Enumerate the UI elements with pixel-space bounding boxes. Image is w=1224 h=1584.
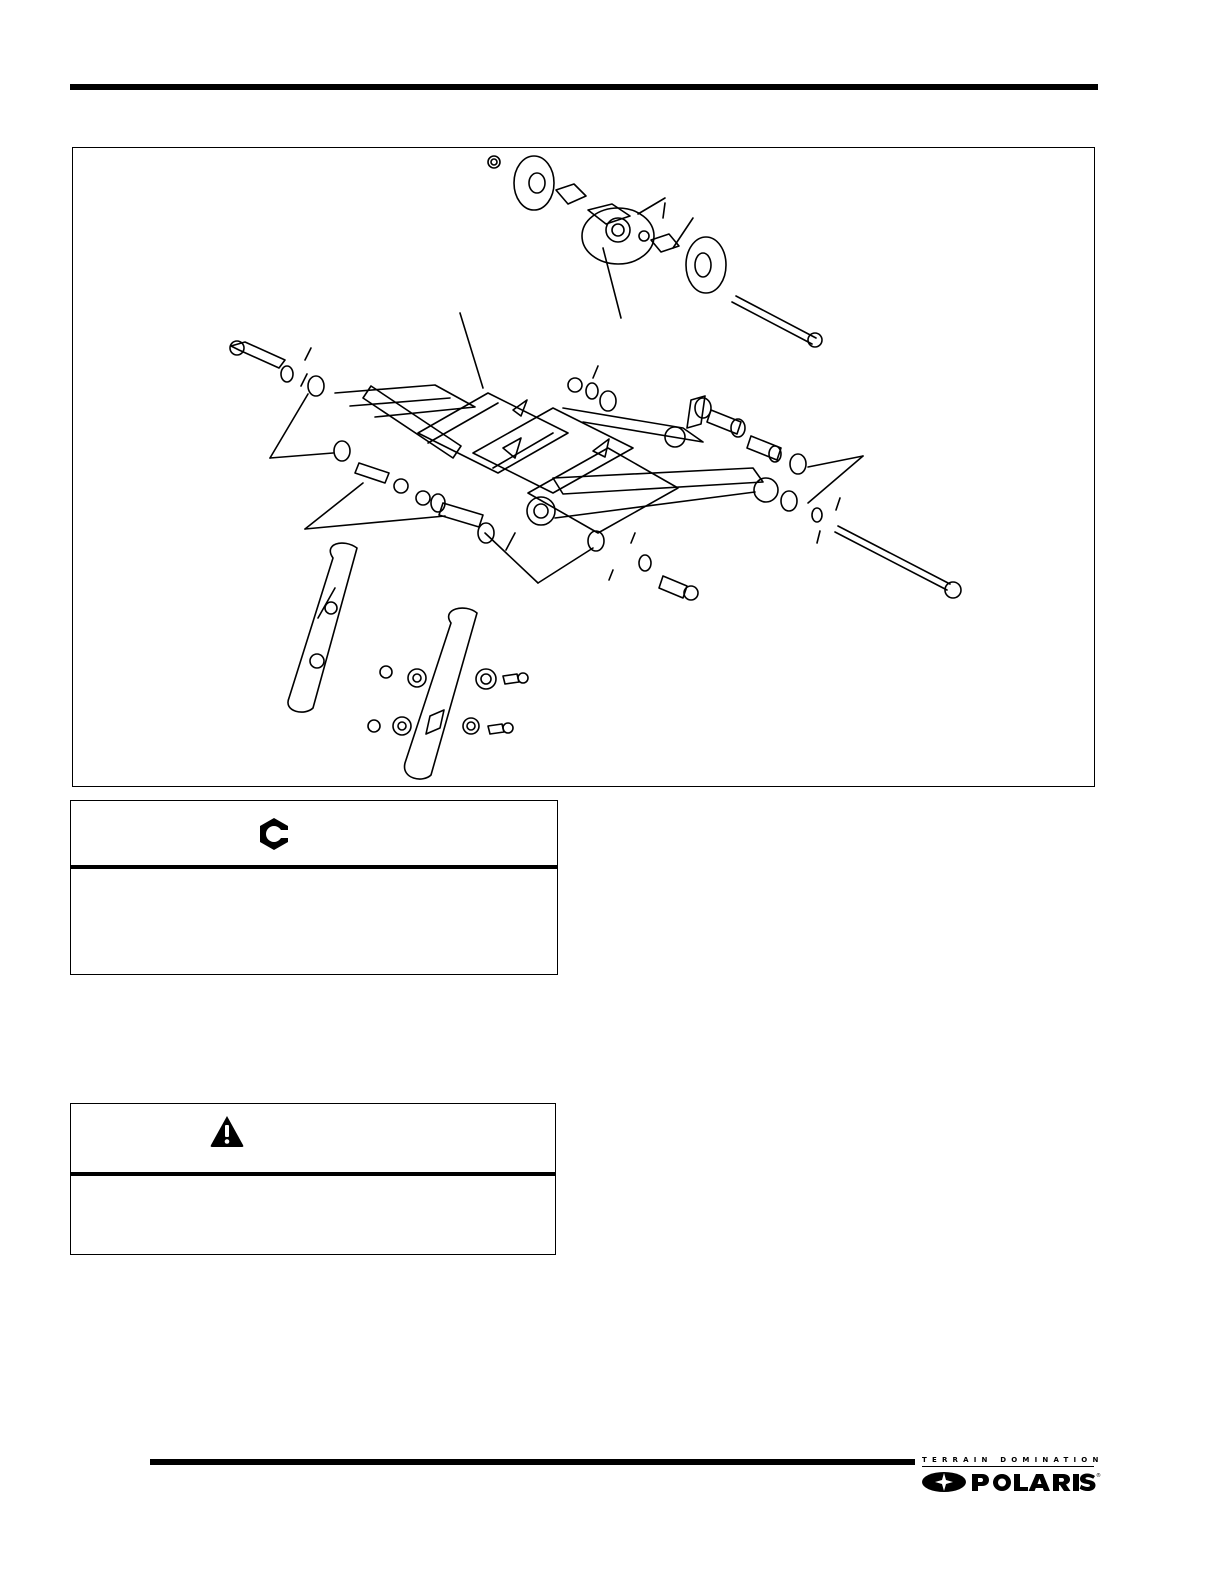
center-hardware: [305, 366, 616, 550]
warning-notice-header: [71, 1104, 555, 1176]
left-mounting-bolt: [230, 341, 350, 461]
torque-notice-header: [71, 801, 557, 869]
header-rule: [70, 84, 1098, 90]
svg-text:®: ®: [1096, 1473, 1101, 1479]
warning-notice-body: [71, 1176, 555, 1254]
polaris-logo-mark: [920, 1470, 1101, 1494]
polaris-logo: [920, 1470, 1101, 1499]
exploded-view-figure: [72, 147, 1095, 787]
warning-notice-box: [70, 1103, 556, 1255]
link-arms: [288, 543, 528, 779]
footer-tagline: TERRAIN DOMINATION: [922, 1456, 1104, 1464]
right-hardware: [687, 396, 961, 598]
footer-rule: [150, 1459, 915, 1465]
wrench-icon: [257, 817, 291, 851]
torque-notice-body: [71, 869, 557, 974]
torque-notice-box: [70, 800, 558, 975]
idler-wheel-assembly: [488, 156, 822, 347]
suspension-arm-exploded-drawing: [73, 148, 1096, 788]
tagline-underline: [922, 1466, 1094, 1467]
warning-triangle-icon: [209, 1114, 245, 1148]
lower-hardware: [485, 531, 698, 600]
